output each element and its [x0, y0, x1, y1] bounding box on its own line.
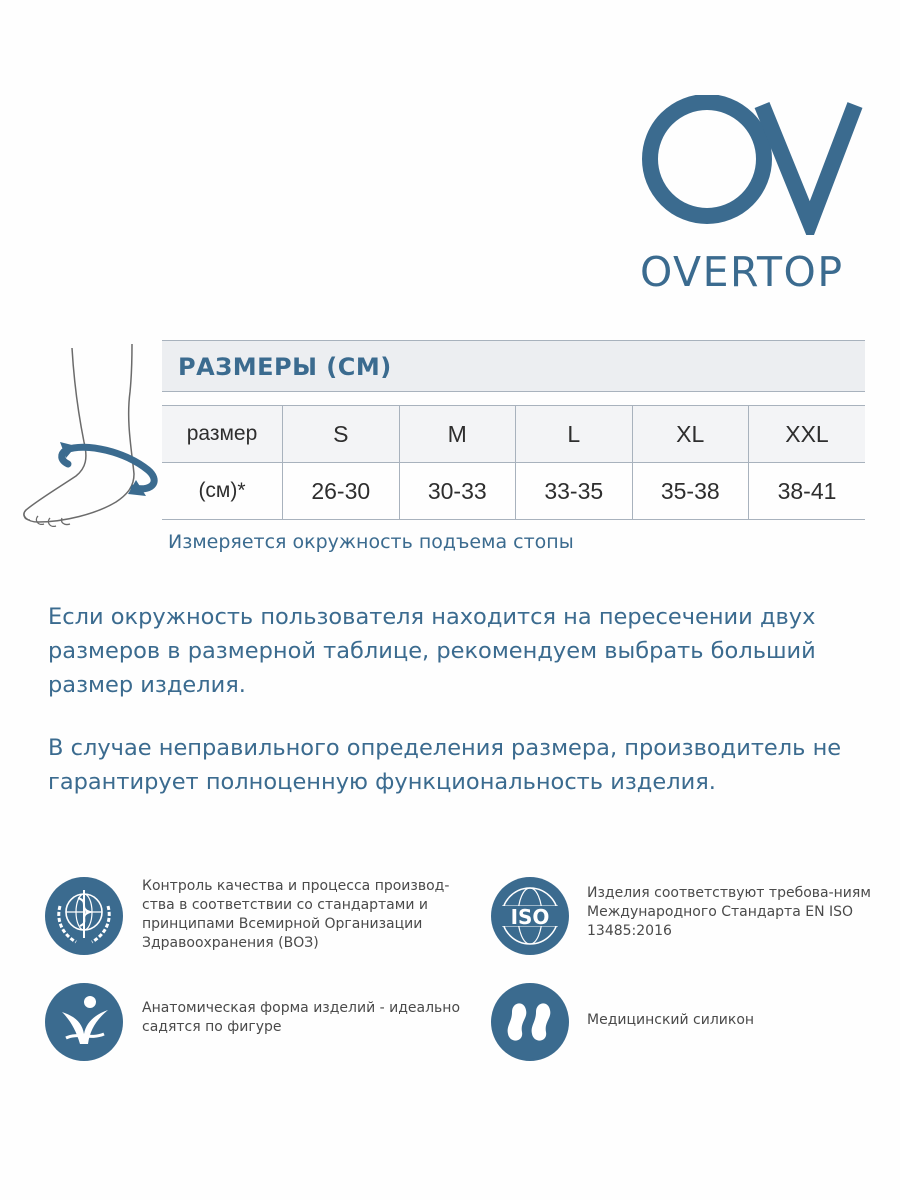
- size-cell: S: [283, 406, 400, 463]
- size-table-title-bar: [162, 340, 865, 392]
- unit-label: (см)*: [162, 463, 283, 520]
- size-cell: XXL: [749, 406, 866, 463]
- size-cell: M: [399, 406, 516, 463]
- measure-note: Измеряется окружность подъема стопы: [168, 531, 574, 553]
- range-cell: 35-38: [632, 463, 749, 520]
- range-cell: 38-41: [749, 463, 866, 520]
- who-emblem-icon: [44, 876, 124, 956]
- size-table: [162, 405, 865, 520]
- who-badge-text: Контроль качества и процесса производ-ства в соответствии со стандартами и принципами Всемирной Организации Здравоохранения (ВОЗ): [142, 878, 450, 951]
- silicone-badge-text: Медицинский силикон: [587, 1012, 755, 1028]
- foot-measurement-icon: [16, 342, 161, 532]
- range-cell: 30-33: [399, 463, 516, 520]
- range-row: [162, 463, 865, 520]
- recommendation-paragraph: Если окружность пользователя находится на пересечении двух размеров в размерной таблице, рекомендуем выбрать больший размер изделия.: [48, 604, 816, 698]
- anatomic-badge-text: Анатомическая форма изделий - идеально садятся по фигуре: [142, 1000, 461, 1035]
- overtop-logo-icon: [640, 95, 865, 235]
- size-cell: L: [516, 406, 633, 463]
- silicone-icon: [490, 982, 570, 1062]
- size-header-label: размер: [162, 406, 283, 463]
- range-cell: 33-35: [516, 463, 633, 520]
- iso-badge-text: Изделия соответствуют требова-ниям Международного Стандарта EN ISO 13485:2016: [587, 885, 871, 939]
- warranty-paragraph: В случае неправильного определения размера, производитель не гарантирует полноценную функциональность изделия.: [48, 735, 842, 795]
- size-cell: XL: [632, 406, 749, 463]
- size-table-title: РАЗМЕРЫ (СМ): [178, 353, 392, 381]
- iso-icon: [490, 876, 570, 956]
- brand-name: OVERTOP: [640, 248, 844, 296]
- anatomic-figure-icon: [44, 982, 124, 1062]
- svg-text:ISO: ISO: [510, 905, 550, 929]
- size-row: [162, 406, 865, 463]
- range-cell: 26-30: [283, 463, 400, 520]
